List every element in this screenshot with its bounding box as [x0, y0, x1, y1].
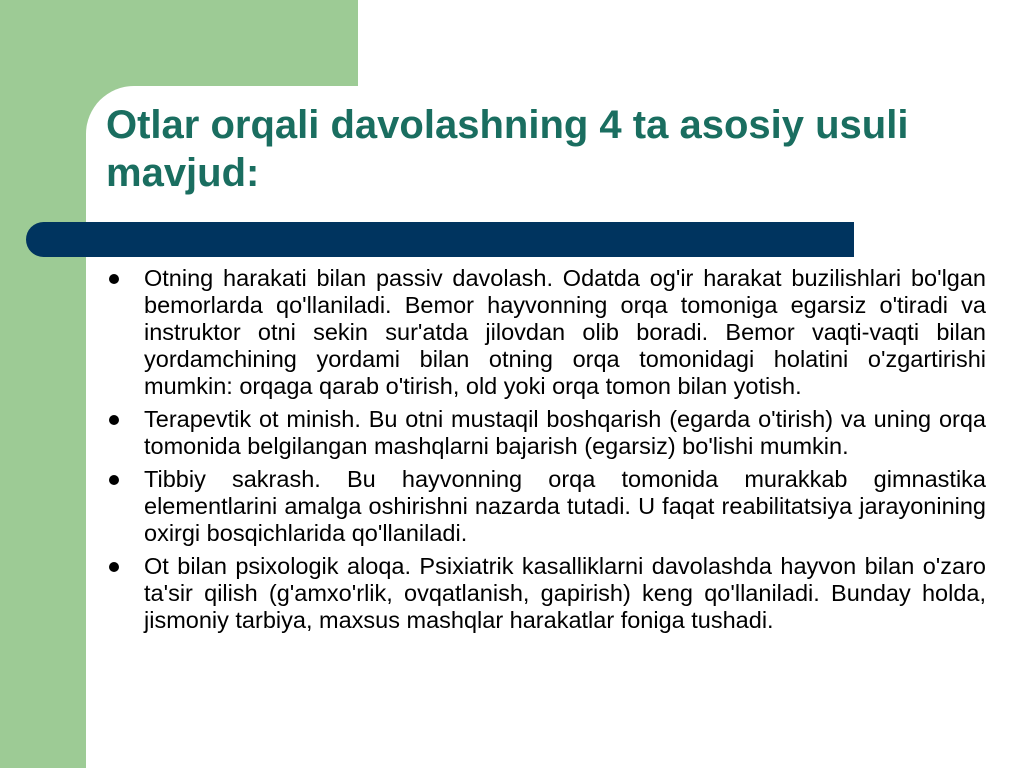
bullet-dot-icon: [109, 475, 119, 485]
bullet-text: Tibbiy sakrash. Bu hayvonning orqa tomonida murakkab gimnastika elementlarini amalga oshirishni nazarda tutadi. U faqat reabilitatsiya jarayonining oxirgi bosqichlarida qo'llaniladi.: [144, 466, 986, 546]
bullet-dot-icon: [109, 415, 119, 425]
bullet-item: [106, 265, 986, 400]
bullet-dot-icon: [109, 274, 119, 284]
bullet-text: Terapevtik ot minish. Bu otni mustaqil boshqarish (egarda o'tirish) va uning orqa tomonida belgilangan mashqlarni bajarish (egarsiz) bo'lishi mumkin.: [144, 406, 986, 459]
bullet-text: Ot bilan psixologik aloqa. Psixiatrik kasalliklarni davolashda hayvon bilan o'zaro ta'sir qilish (g'amxo'rlik, ovqatlanish, gapirish) keng qo'llaniladi. Bunday holda, jismoniy tarbiya, maxsus mashqlar harakatlar foniga tushadi.: [144, 553, 986, 633]
title-underline-bar: [26, 222, 854, 257]
slide-title: Otlar orqali davolashning 4 ta asosiy usuli mavjud:: [106, 103, 909, 195]
bullet-item: [106, 406, 986, 460]
bullet-item: [106, 553, 986, 634]
bullet-dot-icon: [109, 562, 119, 572]
bullet-text: Otning harakati bilan passiv davolash. Odatda og'ir harakat buzilishlari bo'lgan bemorlarda qo'llaniladi. Bemor hayvonning orqa tomoniga egarsiz o'tiradi va instruktor otni sekin sur'atda jilovdan olib boradi. Bemor vaqti-vaqti bilan yordamchining yordami bilan otning orqa tomonidagi holatini o'zgartirishi mumkin: orqaga qarab o'tirish, old yoki orqa tomon bilan yotish.: [144, 265, 986, 399]
bullet-list: [106, 265, 986, 640]
bullet-item: [106, 466, 986, 547]
